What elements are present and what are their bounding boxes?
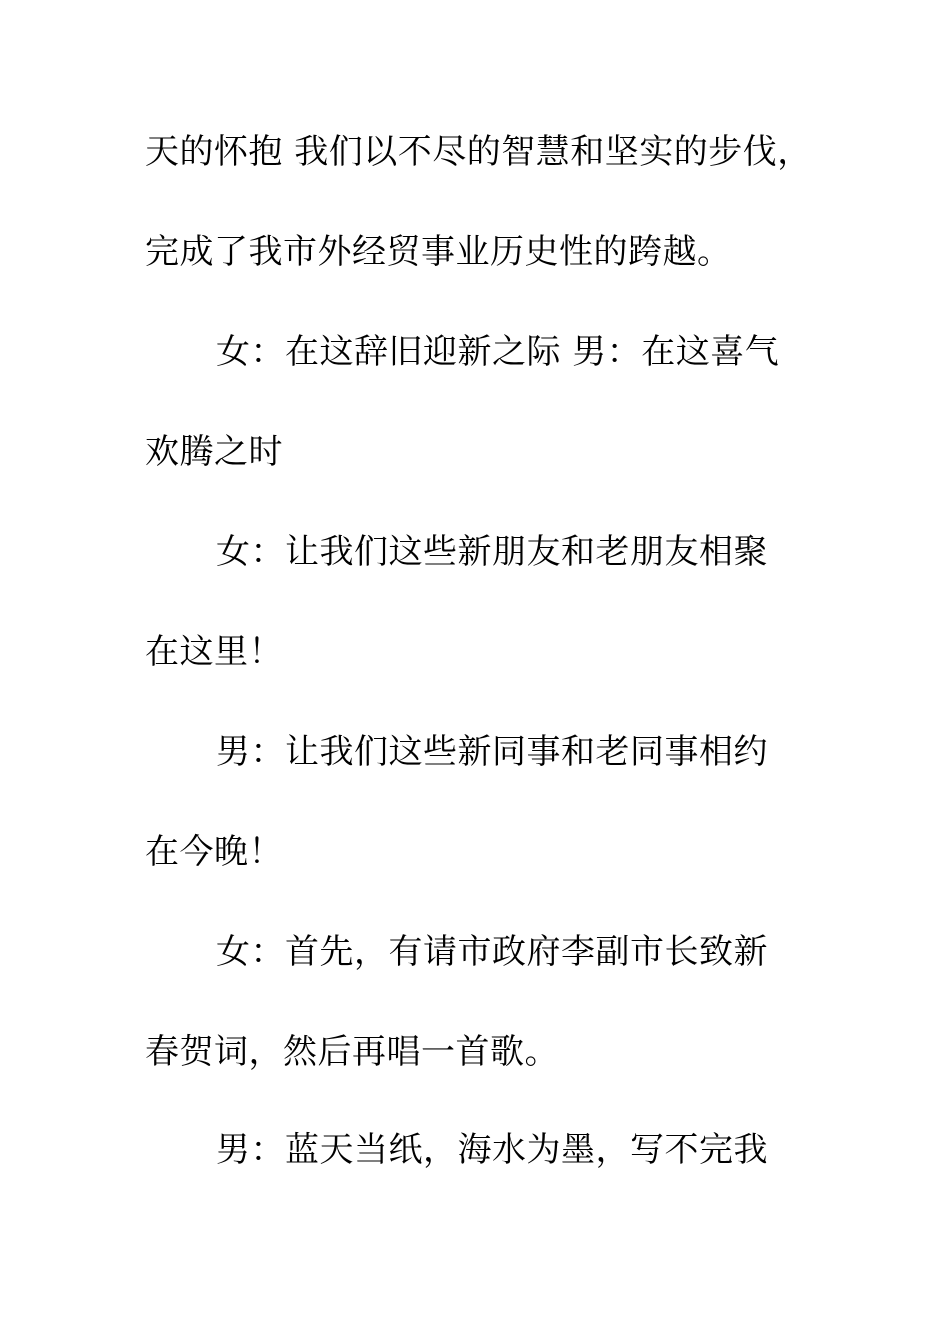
paragraph-line: 男：蓝天当纸，海水为墨，写不完我	[216, 1130, 768, 1170]
text-line: 天的怀抱 我们以不尽的智慧和坚实的步伐，	[145, 132, 812, 172]
text-line: 完成了我市外经贸事业历史性的跨越。	[145, 232, 732, 272]
paragraph-line: 男：让我们这些新同事和老同事相约	[216, 732, 768, 772]
paragraph-line: 女：在这辞旧迎新之际 男：在这喜气	[216, 332, 780, 372]
text-line: 在今晚！	[145, 832, 283, 872]
text-line: 在这里！	[145, 632, 283, 672]
text-line: 欢腾之时	[145, 432, 283, 472]
text-line: 春贺词，然后再唱一首歌。	[145, 1032, 559, 1072]
paragraph-line: 女：让我们这些新朋友和老朋友相聚	[216, 532, 768, 572]
paragraph-line: 女：首先，有请市政府李副市长致新	[216, 932, 768, 972]
